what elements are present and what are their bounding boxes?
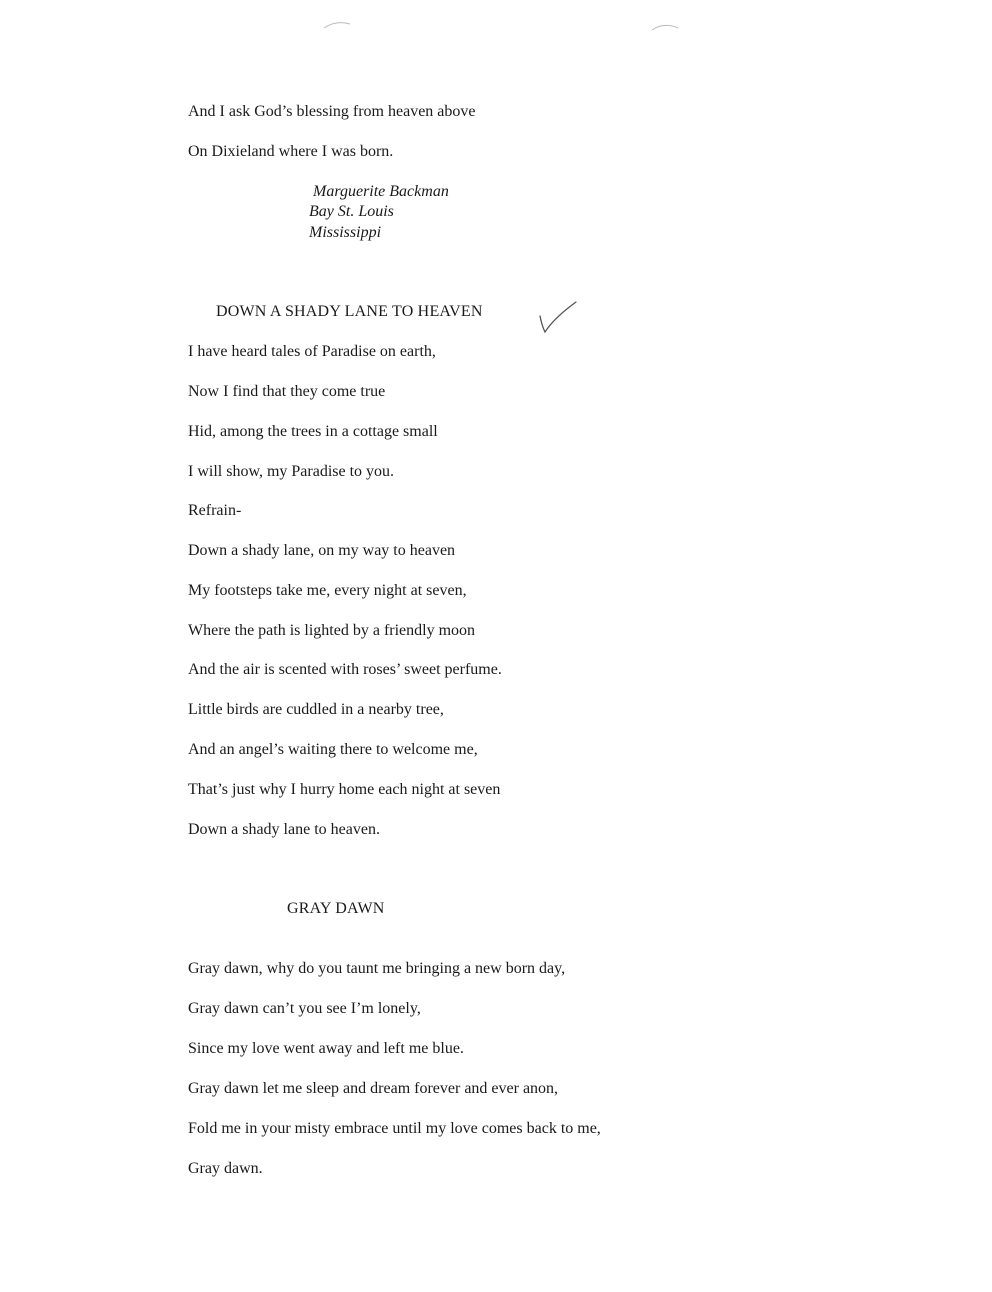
author-city: Bay St. Louis (309, 203, 394, 220)
poem-line: Down a shady lane, on my way to heaven (188, 542, 456, 559)
poem-line: Now I find that they come true (188, 383, 386, 400)
poem-line: And an angel’s waiting there to welcome me, (188, 741, 478, 758)
poem-line: And I ask God’s blessing from heaven above (188, 103, 476, 120)
poem-line: Hid, among the trees in a cottage small (188, 423, 438, 440)
punch-mark-right (650, 20, 680, 32)
poem-line: That’s just why I hurry home each night at seven (188, 781, 501, 798)
poem-line: Down a shady lane to heaven. (188, 821, 380, 838)
poem-line: Little birds are cuddled in a nearby tree, (188, 701, 444, 718)
punch-mark-left (322, 18, 352, 30)
poem-line: Gray dawn, why do you taunt me bringing a new born day, (188, 960, 566, 977)
poem-line: Gray dawn let me sleep and dream forever and ever anon, (188, 1080, 559, 1097)
poem-title: GRAY DAWN (287, 900, 385, 917)
refrain-label: Refrain- (188, 502, 242, 519)
poem-line: Since my love went away and left me blue. (188, 1040, 464, 1057)
author-name: Marguerite Backman (313, 183, 449, 200)
poem-line: My footsteps take me, every night at seven, (188, 582, 467, 599)
poem-line: On Dixieland where I was born. (188, 143, 394, 160)
poem-line: And the air is scented with roses’ sweet perfume. (188, 661, 502, 678)
author-state: Mississippi (309, 224, 382, 241)
checkmark-icon (536, 298, 580, 338)
poem-line: Gray dawn. (188, 1160, 263, 1177)
poem-line: I have heard tales of Paradise on earth, (188, 343, 436, 360)
poem-line: Fold me in your misty embrace until my love comes back to me, (188, 1120, 601, 1137)
poem-line: I will show, my Paradise to you. (188, 463, 395, 480)
poem-line: Where the path is lighted by a friendly moon (188, 622, 476, 639)
poem-line: Gray dawn can’t you see I’m lonely, (188, 1000, 421, 1017)
poem-title: DOWN A SHADY LANE TO HEAVEN (216, 303, 483, 320)
